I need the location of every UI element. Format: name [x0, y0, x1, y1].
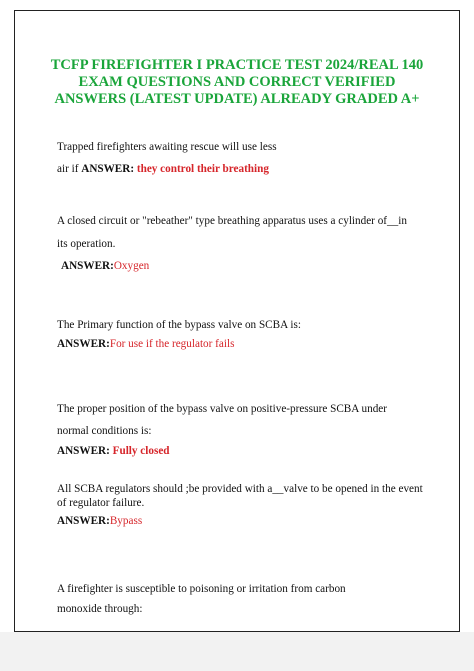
question-5-text-line-2: of regulator failure. — [57, 497, 145, 509]
question-2-text-line-2: its operation. — [57, 238, 116, 250]
question-3-answer-line — [57, 338, 234, 350]
answer-label: ANSWER: — [57, 445, 110, 457]
question-1-answer: they control their breathing — [134, 163, 269, 175]
question-5-text-line-1: All SCBA regulators should ;be provided with a__valve to be opened in the event — [57, 483, 423, 495]
question-2-answer-line — [61, 260, 149, 272]
question-2-answer: Oxygen — [113, 260, 150, 272]
viewer-bottom-margin — [0, 632, 474, 671]
title-line-1: TCFP FIREFIGHTER I PRACTICE TEST 2024/REAL 140 — [50, 57, 424, 73]
question-6-text-line-1: A firefighter is susceptible to poisoning or irritation from carbon — [57, 583, 346, 595]
document-page — [14, 10, 460, 632]
question-5-answer-line — [57, 515, 142, 527]
question-3-answer: For use if the regulator fails — [109, 338, 235, 350]
question-1-text-prefix: air if — [57, 163, 82, 175]
question-3-text-line-1: The Primary function of the bypass valve on SCBA is: — [57, 319, 301, 331]
answer-label: ANSWER: — [57, 515, 110, 527]
question-4-answer: Fully closed — [109, 445, 170, 457]
question-4-answer-line — [57, 445, 170, 457]
title-line-2: EXAM QUESTIONS AND CORRECT VERIFIED — [78, 74, 396, 90]
question-4-text-line-1: The proper position of the bypass valve on positive-pressure SCBA under — [57, 403, 387, 415]
question-6-text-line-2: monoxide through: — [57, 603, 143, 615]
answer-label: ANSWER: — [57, 338, 110, 350]
title-line-3: ANSWERS (LATEST UPDATE) ALREADY GRADED A+ — [54, 91, 420, 107]
question-5-answer: Bypass — [109, 515, 143, 527]
question-2-text-line-1: A closed circuit or "rebeather" type breathing apparatus uses a cylinder of__in — [57, 215, 407, 227]
question-1-text-line-2 — [57, 163, 269, 175]
question-4-text-line-2: normal conditions is: — [57, 425, 152, 437]
answer-label: ANSWER: — [81, 163, 135, 175]
document-title — [15, 57, 459, 108]
answer-label: ANSWER: — [61, 260, 114, 272]
question-1-text-line-1: Trapped firefighters awaiting rescue will use less — [57, 141, 277, 153]
